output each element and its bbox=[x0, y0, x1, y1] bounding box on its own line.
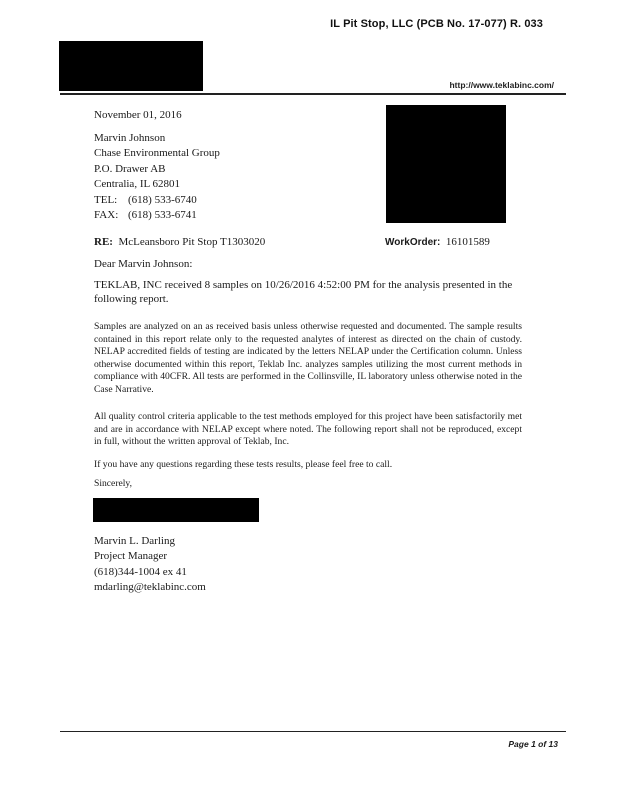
salutation: Dear Marvin Johnson: bbox=[94, 258, 193, 270]
re-label: RE: bbox=[94, 236, 113, 248]
letter-date: November 01, 2016 bbox=[94, 109, 182, 121]
page-number: Page 1 of 13 bbox=[508, 739, 558, 749]
document-reference: IL Pit Stop, LLC (PCB No. 17-077) R. 033 bbox=[330, 18, 543, 30]
recipient-tel bbox=[94, 193, 220, 208]
recipient-address-line2: Centralia, IL 62801 bbox=[94, 178, 181, 191]
signer-name: Marvin L. Darling bbox=[94, 535, 175, 547]
subject-line bbox=[94, 236, 265, 248]
tel-value: (618) 533-6740 bbox=[128, 193, 197, 206]
redacted-logo bbox=[59, 41, 203, 91]
closing: Sincerely, bbox=[94, 478, 133, 489]
signer-title: Project Manager bbox=[94, 550, 167, 563]
recipient-address-line1: P.O. Drawer AB bbox=[94, 162, 166, 175]
workorder-value: 16101589 bbox=[445, 236, 490, 248]
signature-block bbox=[94, 534, 206, 596]
company-url: http://www.teklabinc.com/ bbox=[449, 80, 554, 90]
signer-email: mdarling@teklabinc.com bbox=[94, 581, 206, 594]
fax-value: (618) 533-6741 bbox=[128, 209, 197, 222]
header-rule bbox=[60, 93, 566, 95]
footer-rule bbox=[60, 731, 566, 732]
redacted-stamp bbox=[386, 105, 506, 223]
recipient-fax bbox=[94, 208, 220, 223]
recipient-address bbox=[94, 131, 220, 223]
fax-label: FAX: bbox=[94, 209, 119, 222]
tel-label: TEL: bbox=[94, 193, 118, 206]
body-paragraph-3: If you have any questions regarding these tests results, please feel free to call. bbox=[94, 459, 393, 470]
received-statement: TEKLAB, INC received 8 samples on 10/26/2016 4:52:00 PM for the analysis presented in the following report. bbox=[94, 279, 513, 305]
workorder-line bbox=[385, 236, 490, 248]
workorder-label: WorkOrder: bbox=[385, 237, 441, 248]
recipient-company: Chase Environmental Group bbox=[94, 147, 220, 160]
body-paragraph-1: Samples are analyzed on an as received basis unless otherwise requested and documented. The sample results contained in this report relate only to the requested analytes of interest as directed on the chain of custody. NELAP accredited fields of testing are indicated by the letters NELAP under the Certification column. Unless otherwise documented within this report, Teklab Inc. analyzes samples utilizing the most current methods in compliance with 40CFR. All tests are performed in the Collinsville, IL laboratory unless otherwise noted in the Case Narrative. bbox=[94, 321, 522, 395]
re-value: McLeansboro Pit Stop T1303020 bbox=[118, 236, 266, 248]
recipient-name: Marvin Johnson bbox=[94, 132, 166, 144]
signer-phone: (618)344-1004 ex 41 bbox=[94, 565, 187, 578]
redacted-signature bbox=[93, 498, 259, 522]
body-paragraph-2: All quality control criteria applicable to the test methods employed for this project have been satisfactorily met and are in accordance with NELAP except where noted. The following report shall not be reproduced, except in full, without the written approval of Teklab, Inc. bbox=[94, 411, 522, 448]
